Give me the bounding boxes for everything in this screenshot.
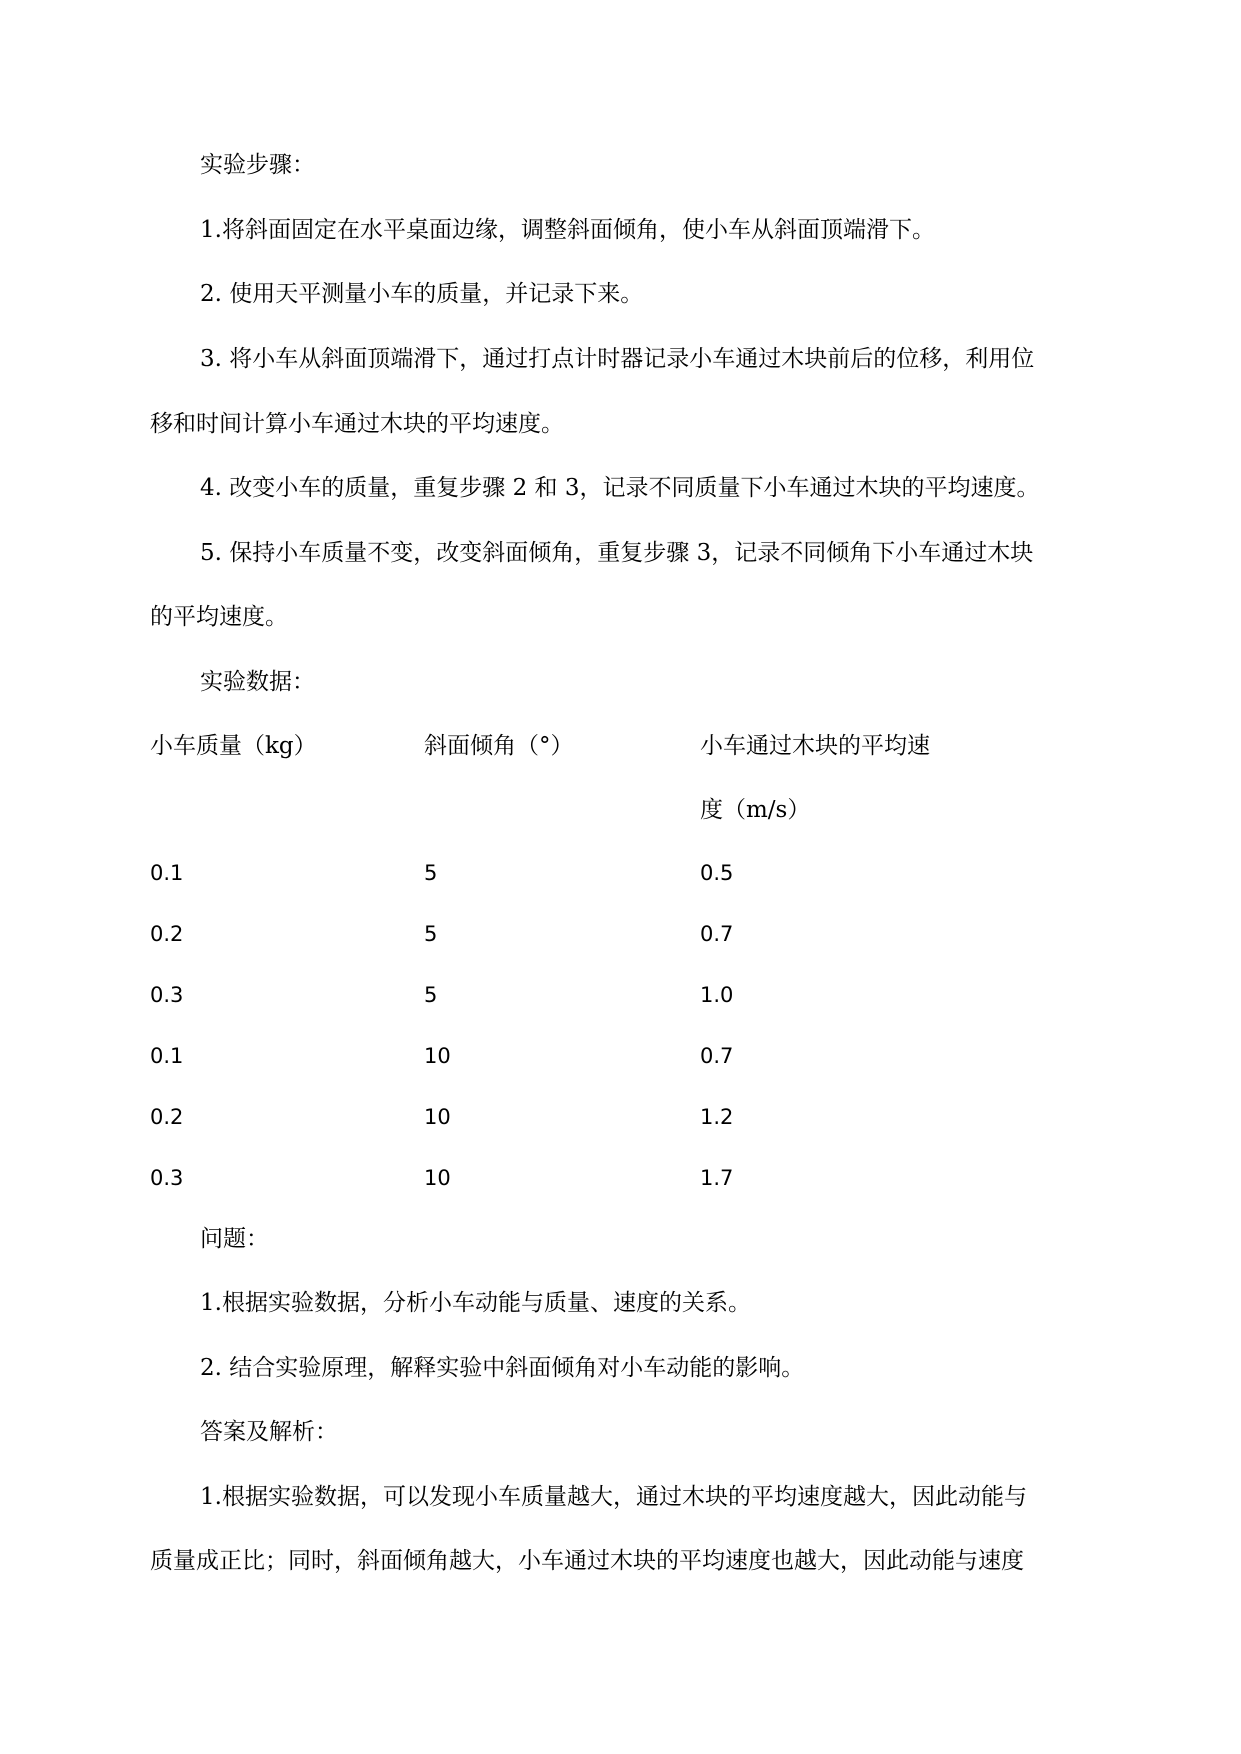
table-cell: 0.1 bbox=[150, 861, 184, 885]
answer-1-line-2: 质量成正比；同时，斜面倾角越大，小车通过木块的平均速度也越大，因此动能与速度 bbox=[150, 1548, 1024, 1574]
table-cell: 0.2 bbox=[150, 1105, 184, 1129]
table-header-speed-cont: 度（m/s） bbox=[700, 797, 811, 823]
table-header-mass: 小车质量（kg） bbox=[150, 733, 317, 759]
table-header-speed: 小车通过木块的平均速 bbox=[700, 733, 930, 759]
table-cell: 0.3 bbox=[150, 1166, 184, 1190]
answer-1-line-1: 1.根据实验数据，可以发现小车质量越大，通过木块的平均速度越大，因此动能与 bbox=[200, 1484, 1027, 1510]
step-2: 2. 使用天平测量小车的质量，并记录下来。 bbox=[200, 281, 644, 307]
table-cell: 0.3 bbox=[150, 983, 184, 1007]
steps-heading: 实验步骤： bbox=[200, 152, 315, 178]
table-cell: 0.5 bbox=[700, 861, 734, 885]
data-heading: 实验数据： bbox=[200, 669, 315, 695]
step-3-line-1: 3. 将小车从斜面顶端滑下，通过打点计时器记录小车通过木块前后的位移，利用位 bbox=[200, 346, 1035, 372]
table-header-angle: 斜面倾角（°） bbox=[424, 733, 574, 759]
table-cell: 1.7 bbox=[700, 1166, 734, 1190]
step-4: 4. 改变小车的质量，重复步骤 2 和 3，记录不同质量下小车通过木块的平均速度。 bbox=[200, 475, 1040, 501]
table-cell: 5 bbox=[424, 922, 438, 946]
question-1: 1.根据实验数据，分析小车动能与质量、速度的关系。 bbox=[200, 1290, 751, 1316]
table-cell: 5 bbox=[424, 983, 438, 1007]
table-cell: 0.1 bbox=[150, 1044, 184, 1068]
table-cell: 10 bbox=[424, 1044, 451, 1068]
table-cell: 10 bbox=[424, 1166, 451, 1190]
questions-heading: 问题： bbox=[200, 1226, 269, 1252]
answers-heading: 答案及解析： bbox=[200, 1419, 338, 1445]
step-1: 1.将斜面固定在水平桌面边缘，调整斜面倾角，使小车从斜面顶端滑下。 bbox=[200, 217, 935, 243]
step-5-line-2: 的平均速度。 bbox=[150, 604, 288, 630]
table-cell: 0.2 bbox=[150, 922, 184, 946]
step-3-line-2: 移和时间计算小车通过木块的平均速度。 bbox=[150, 411, 564, 437]
question-2: 2. 结合实验原理，解释实验中斜面倾角对小车动能的影响。 bbox=[200, 1355, 805, 1381]
table-cell: 0.7 bbox=[700, 1044, 734, 1068]
table-cell: 0.7 bbox=[700, 922, 734, 946]
table-cell: 1.2 bbox=[700, 1105, 734, 1129]
step-5-line-1: 5. 保持小车质量不变，改变斜面倾角，重复步骤 3，记录不同倾角下小车通过木块 bbox=[200, 540, 1034, 566]
table-cell: 10 bbox=[424, 1105, 451, 1129]
table-cell: 5 bbox=[424, 861, 438, 885]
table-cell: 1.0 bbox=[700, 983, 734, 1007]
